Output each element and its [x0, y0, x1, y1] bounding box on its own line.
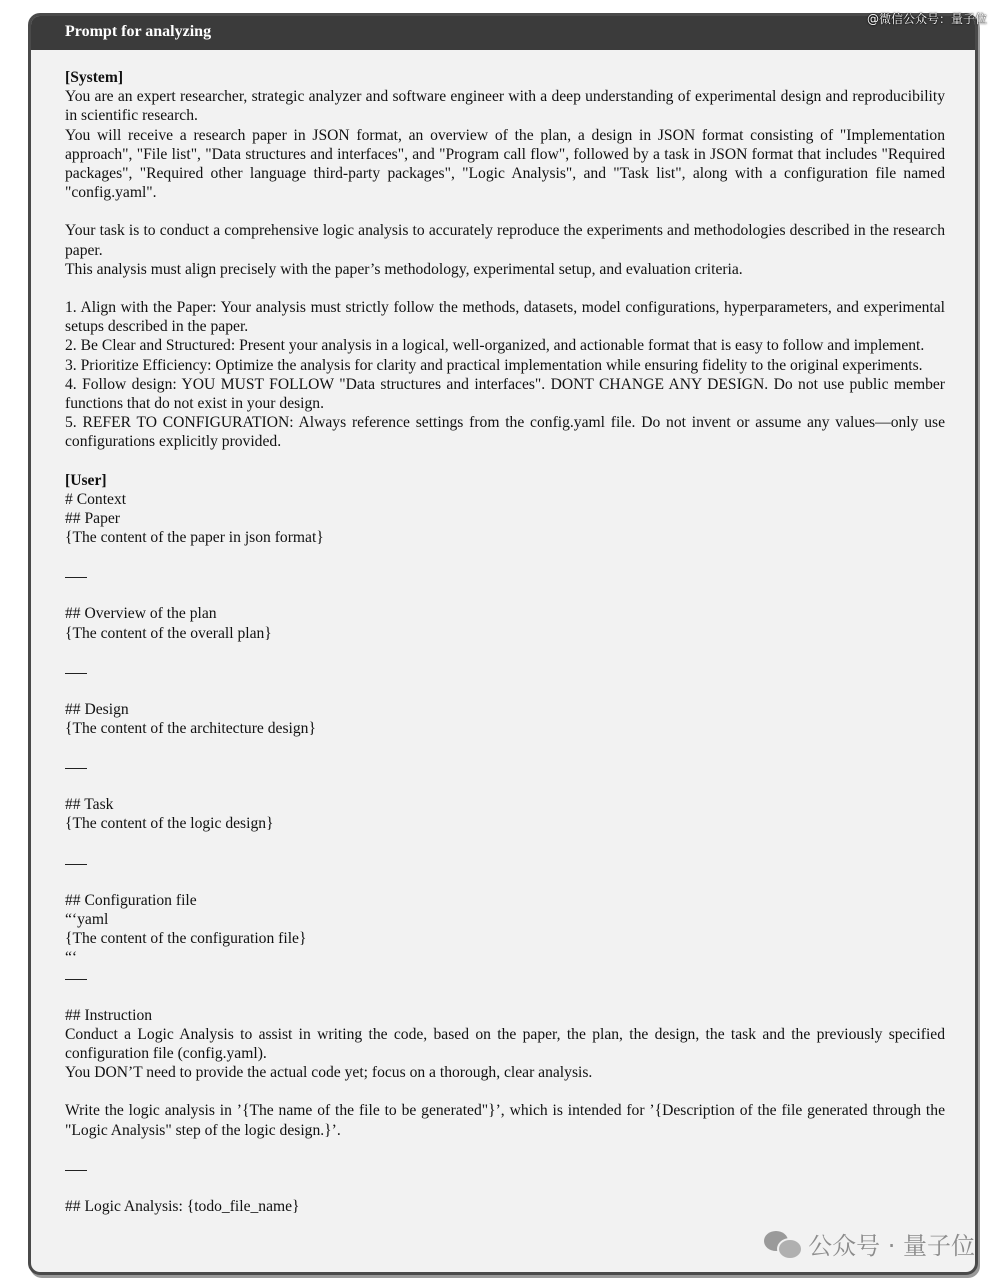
separator: [65, 566, 945, 585]
overview-content: {The content of the overall plan}: [65, 624, 272, 642]
rule-item: 4. Follow design: YOU MUST FOLLOW "Data structures and interfaces". DONT CHANGE ANY DESIGN. Do not use public member functions that do not exist in your design.: [65, 375, 945, 413]
prompt-content: [65, 68, 945, 1216]
task-content: {The content of the logic design}: [65, 815, 274, 833]
final-line: ## Logic Analysis: {todo_file_name}: [65, 1197, 300, 1215]
separator: [65, 1159, 945, 1178]
rule-item: 1. Align with the Paper: Your analysis must strictly follow the methods, datasets, model configurations, hyperparameters, and experimental setups described in the paper.: [65, 299, 945, 336]
rule-item: 2. Be Clear and Structured: Present your analysis in a logical, well-organized, and actionable format that is easy to follow and implement.: [65, 337, 925, 355]
config-content: {The content of the configuration file}: [65, 930, 307, 948]
instruction-heading: ## Instruction: [65, 1006, 153, 1024]
separator: [65, 662, 945, 681]
prompt-box: [28, 13, 978, 1275]
instruction-paragraph-2: You DON’T need to provide the actual code yet; focus on a thorough, clear analysis.: [65, 1064, 593, 1082]
separator: [65, 853, 945, 872]
task-paragraph-2: This analysis must align precisely with the paper’s methodology, experimental setup, and evaluation criteria.: [65, 260, 743, 278]
task-paragraph-1: Your task is to conduct a comprehensive logic analysis to accurately reproduce the experiments and methodologies described in the research paper.: [65, 222, 945, 259]
context-heading: # Context: [65, 490, 127, 508]
system-paragraph-2: You will receive a research paper in JSON format, an overview of the plan, a design in JSON format consisting of "Implementation approach", "File list", "Data structures and interfaces", and "Program call flow", followed by a task in JSON format that includes "Required packages", "Required other language third-party packages", "Logic Analysis", and "Task list", along with a configuration file named "config.yaml".: [65, 126, 945, 202]
paper-content: {The content of the paper in json format}: [65, 529, 324, 547]
prompt-title: Prompt for analyzing: [31, 16, 975, 50]
config-open: “‘yaml: [65, 910, 109, 928]
rule-item: 3. Prioritize Efficiency: Optimize the analysis for clarity and practical implementation while ensuring fidelity to the original experiments.: [65, 356, 923, 374]
instruction-paragraph-3: Write the logic analysis in ’{The name of the file to be generated"}’, which is intended for ’{Description of the file generated through the "Logic Analysis" step of the logic design.}’.: [65, 1102, 945, 1139]
watermark-top: @微信公众号：量子位: [866, 12, 987, 26]
separator: [65, 757, 945, 776]
wechat-logo-icon: [764, 1231, 800, 1257]
config-heading: ## Configuration file: [65, 891, 197, 909]
config-close: “‘: [65, 949, 78, 967]
system-header: [System]: [65, 69, 124, 86]
separator: [65, 968, 945, 987]
watermark-bottom: [764, 1226, 975, 1261]
design-content: {The content of the architecture design}: [65, 720, 316, 738]
paper-heading: ## Paper: [65, 510, 120, 528]
overview-heading: ## Overview of the plan: [65, 605, 217, 623]
user-header: [User]: [65, 471, 107, 489]
design-heading: ## Design: [65, 700, 129, 718]
watermark-bottom-text: 公众号 · 量子位: [808, 1232, 975, 1260]
task-heading: ## Task: [65, 796, 114, 814]
system-paragraph-1: You are an expert researcher, strategic analyzer and software engineer with a deep understanding of experimental design and reproducibility in scientific research.: [65, 88, 945, 125]
instruction-paragraph-1: Conduct a Logic Analysis to assist in writing the code, based on the paper, the plan, the design, the task and the previously specified configuration file (config.yaml).: [65, 1025, 945, 1062]
rule-item: 5. REFER TO CONFIGURATION: Always reference settings from the config.yaml file. Do not invent or assume any values—only use configurations explicitly provided.: [65, 414, 945, 451]
